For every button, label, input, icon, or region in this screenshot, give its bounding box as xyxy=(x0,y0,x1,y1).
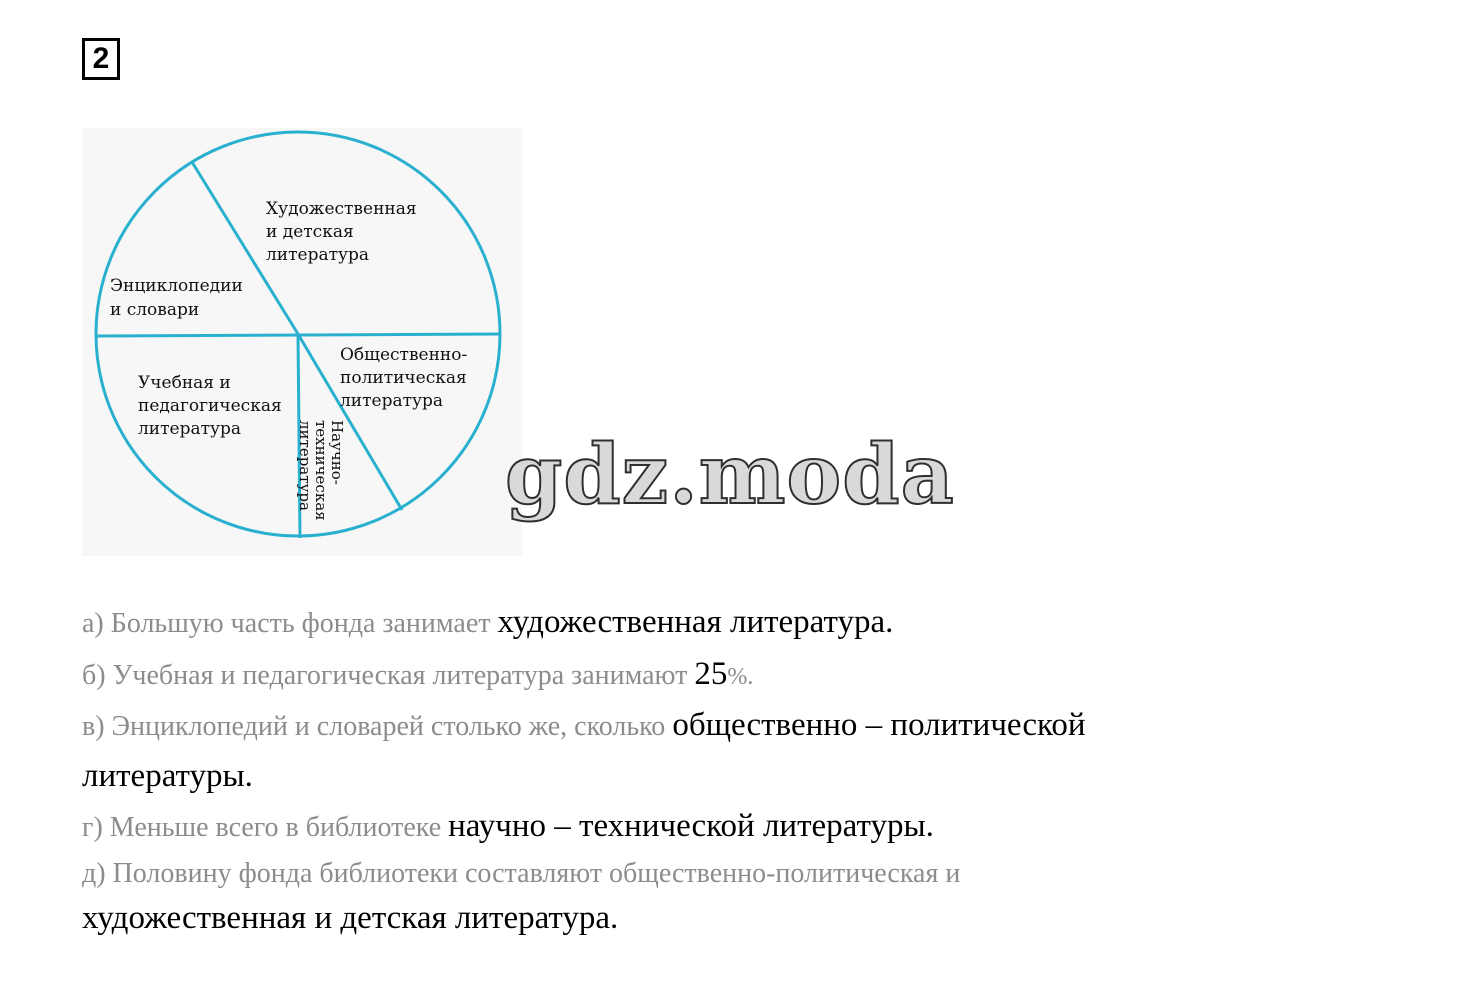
answer-text: научно – технической литературы. xyxy=(448,808,934,844)
answer-a xyxy=(82,602,1382,644)
answer-b xyxy=(82,654,1382,697)
answer-e-answer xyxy=(82,898,1382,938)
answer-d xyxy=(82,806,1382,848)
segment-label-educational: Учебная и педагогическая литература xyxy=(138,373,282,439)
segment-label-fiction: Художественная и детская литература xyxy=(266,199,417,265)
answer-suffix: %. xyxy=(727,664,754,690)
question-text: а) Большую часть фонда занимает xyxy=(82,608,498,639)
answer-text: литературы. xyxy=(82,758,253,794)
segment-label-encyclopedias: Энциклопедии и словари xyxy=(110,276,243,320)
segment-label-political: Общественно- политическая литература xyxy=(340,345,468,411)
answer-text: 25 xyxy=(694,656,728,692)
question-text: г) Меньше всего в библиотеке xyxy=(82,812,449,843)
answers-block xyxy=(82,600,1382,938)
question-text: б) Учебная и педагогическая литература занимают xyxy=(82,660,695,691)
question-text: в) Энциклопедий и словарей столько же, сколько xyxy=(82,711,673,742)
answer-text: художественная литература. xyxy=(497,604,894,640)
answer-c-continued xyxy=(82,756,1382,796)
answer-text: художественная и детская литература. xyxy=(82,900,619,936)
answer-e xyxy=(82,852,1382,894)
answer-c xyxy=(82,705,1382,747)
segment-label-technical: Научно- техническая литература xyxy=(296,420,346,521)
task-number: 2 xyxy=(82,38,120,80)
answer-text: общественно – политической xyxy=(672,707,1086,743)
watermark: gdz.moda xyxy=(505,427,955,523)
pie-chart xyxy=(82,128,522,556)
pie-chart-svg xyxy=(82,128,522,556)
question-text: д) Половину фонда библиотеки составляют общественно-политическая и xyxy=(82,858,961,889)
